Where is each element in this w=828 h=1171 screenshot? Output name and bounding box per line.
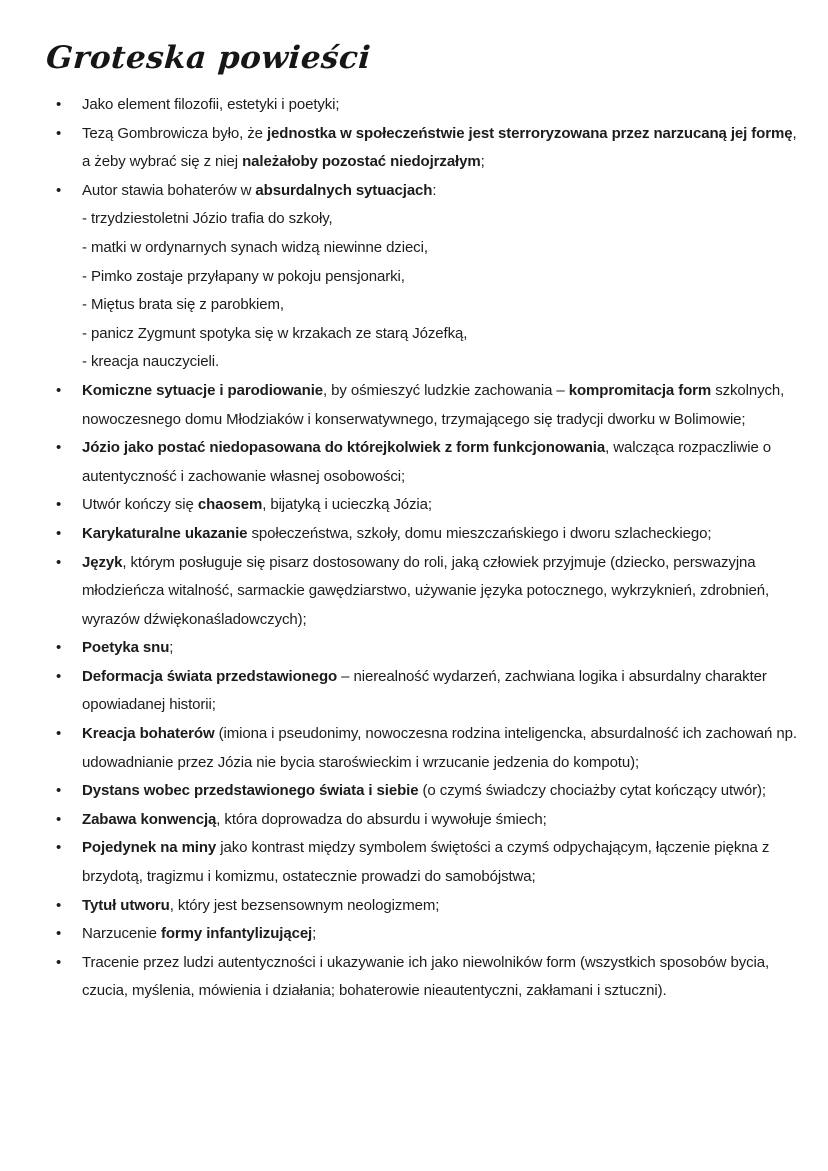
text-run: Tezą Gombrowicza było, że — [82, 124, 267, 142]
text-run: ; — [169, 639, 174, 657]
text-run: Narzucenie — [82, 925, 161, 943]
text-run: Autor stawia bohaterów w — [82, 181, 256, 199]
bullet-icon: • — [56, 953, 62, 971]
bold-text-run: Poetyka snu — [82, 639, 170, 657]
text-run: - Pimko zostaje przyłapany w pokoju pensjonarki, — [82, 267, 405, 285]
notes-list — [55, 91, 807, 1006]
text-run: Tracenie przez ludzi autentyczności i ukazywanie ich jako niewolników form (wszystkich sposobów bycia, czucia, myślenia, mówienia i działania; bohaterowie nieautentyczni, zakłamani i sztuczni). — [82, 953, 770, 1000]
text-run: , bijatyką i ucieczką Józia; — [262, 496, 432, 514]
text-run: - trzydziestoletni Józio trafia do szkoły, — [82, 210, 333, 228]
bullet-icon: • — [56, 524, 62, 542]
text-run: społeczeństwa, szkoły, domu mieszczańskiego i dworu szlacheckiego; — [247, 524, 712, 542]
bullet-icon: • — [56, 667, 62, 685]
text-run: - kreacja nauczycieli. — [82, 353, 220, 371]
bold-text-run: kompromitacja form — [568, 381, 712, 399]
text-run: - panicz Zygmunt spotyka się w krzakach ze starą Józefką, — [82, 324, 468, 342]
bullet-icon: • — [56, 925, 62, 943]
bold-text-run: Komiczne sytuacje i parodiowanie — [82, 381, 324, 399]
bullet-icon: • — [56, 839, 62, 857]
list-item — [55, 777, 807, 806]
bullet-icon: • — [56, 96, 62, 113]
bold-text-run: Zabawa konwencją — [82, 810, 217, 828]
list-item — [55, 177, 807, 206]
bullet-icon: • — [56, 725, 62, 743]
text-run: (imiona i pseudonimy, nowoczesna rodzina inteligencka, absurdalność ich zachowań np. udowadnianie przez Józia nie bycia staroświeckim i wrzucanie jedzenia do kompotu); — [82, 725, 797, 771]
list-item — [55, 549, 807, 635]
text-run: , która doprowadza do absurdu i wywołuje śmiech; — [216, 810, 547, 828]
bullet-icon: • — [56, 782, 62, 800]
list-item — [55, 377, 807, 434]
text-run: ; — [480, 153, 485, 171]
list-item — [55, 263, 807, 292]
list-item — [55, 434, 807, 491]
text-run: szkolnych, nowoczesnego domu Młodziaków i konserwatywnego, trzymającego się tradycji dworku w Bolimowie; — [82, 381, 785, 428]
list-item — [55, 720, 807, 777]
bold-text-run: Deformacja świata przedstawionego — [82, 667, 338, 685]
bullet-icon: • — [56, 496, 62, 514]
list-item — [55, 120, 807, 177]
bold-text-run: absurdalnych sytuacjach — [255, 181, 433, 199]
bullet-icon: • — [56, 439, 62, 457]
bold-text-run: Język — [82, 553, 123, 571]
text-run: jako kontrast między symbolem świętości a czymś odpychającym, łączenie piękna z brzydotą, tragizmu i komizmu, ostatecznie prowadzi do samobójstwa; — [82, 839, 770, 886]
text-run: ; — [312, 925, 317, 943]
list-item — [55, 520, 807, 549]
text-run: , którym posługuje się pisarz dostosowany do roli, jaką człowiek przyjmuje (dziecko, perswazyjna młodzieńcza witalność, sarmackie gawędziarstwo, używanie języka potocznego, wykrzyknień, zdrobnień, wyrazów dźwiękonaśladowczych); — [82, 553, 770, 628]
text-run: , który jest bezsensownym neologizmem; — [169, 896, 440, 914]
bold-text-run: Karykaturalne ukazanie — [82, 524, 248, 542]
list-item — [55, 348, 807, 377]
text-run: , by ośmieszyć ludzkie zachowania – — [323, 381, 569, 399]
list-item — [55, 205, 807, 234]
text-run: - Miętus brata się z parobkiem, — [82, 296, 284, 314]
bold-text-run: Dystans wobec przedstawionego świata i siebie — [82, 782, 419, 800]
list-item — [55, 91, 807, 120]
bullet-icon: • — [56, 553, 62, 571]
bold-text-run: jednostka w społeczeństwie jest sterroryzowana przez narzucaną jej formę — [266, 124, 793, 142]
text-run: Jako element filozofii, estetyki i poetyki; — [82, 96, 340, 113]
bullet-icon: • — [56, 124, 62, 142]
list-item — [55, 234, 807, 263]
text-run: , walcząca rozpaczliwie o autentyczność i zachowanie własnej osobowości; — [82, 439, 772, 485]
list-item — [55, 920, 807, 949]
text-run: Utwór kończy się — [82, 496, 198, 514]
list-item — [55, 806, 807, 835]
list-item — [55, 949, 807, 1006]
page-title: Groteska powieści — [45, 40, 373, 76]
bold-text-run: formy infantylizującej — [160, 925, 313, 943]
text-run: (o czymś świadczy chociażby cytat kończący utwór); — [418, 782, 766, 800]
list-item — [55, 320, 807, 349]
bold-text-run: Tytuł utworu — [82, 896, 170, 914]
text-run: , a żeby wybrać się z niej — [82, 124, 797, 171]
list-item — [55, 634, 807, 663]
bullet-icon: • — [56, 639, 62, 657]
bold-text-run: Kreacja bohaterów — [82, 725, 215, 743]
text-run: : — [432, 181, 437, 199]
bullet-icon: • — [56, 181, 62, 199]
list-item — [55, 491, 807, 520]
list-item — [55, 892, 807, 921]
list-item — [55, 663, 807, 720]
bold-text-run: chaosem — [197, 496, 263, 514]
bullet-icon: • — [56, 381, 62, 399]
text-run: – nierealność wydarzeń, zachwiana logika i absurdalny charakter opowiadanej historii; — [82, 667, 767, 714]
list-item — [55, 834, 807, 891]
list-item — [55, 291, 807, 320]
text-run: - matki w ordynarnych synach widzą niewinne dzieci, — [82, 238, 428, 256]
bold-text-run: Pojedynek na miny — [82, 839, 217, 857]
bullet-icon: • — [56, 896, 62, 914]
bullet-icon: • — [56, 810, 62, 828]
bold-text-run: Józio jako postać niedopasowana do którejkolwiek z form funkcjonowania — [82, 439, 606, 457]
bold-text-run: należałoby pozostać niedojrzałym — [242, 153, 481, 171]
